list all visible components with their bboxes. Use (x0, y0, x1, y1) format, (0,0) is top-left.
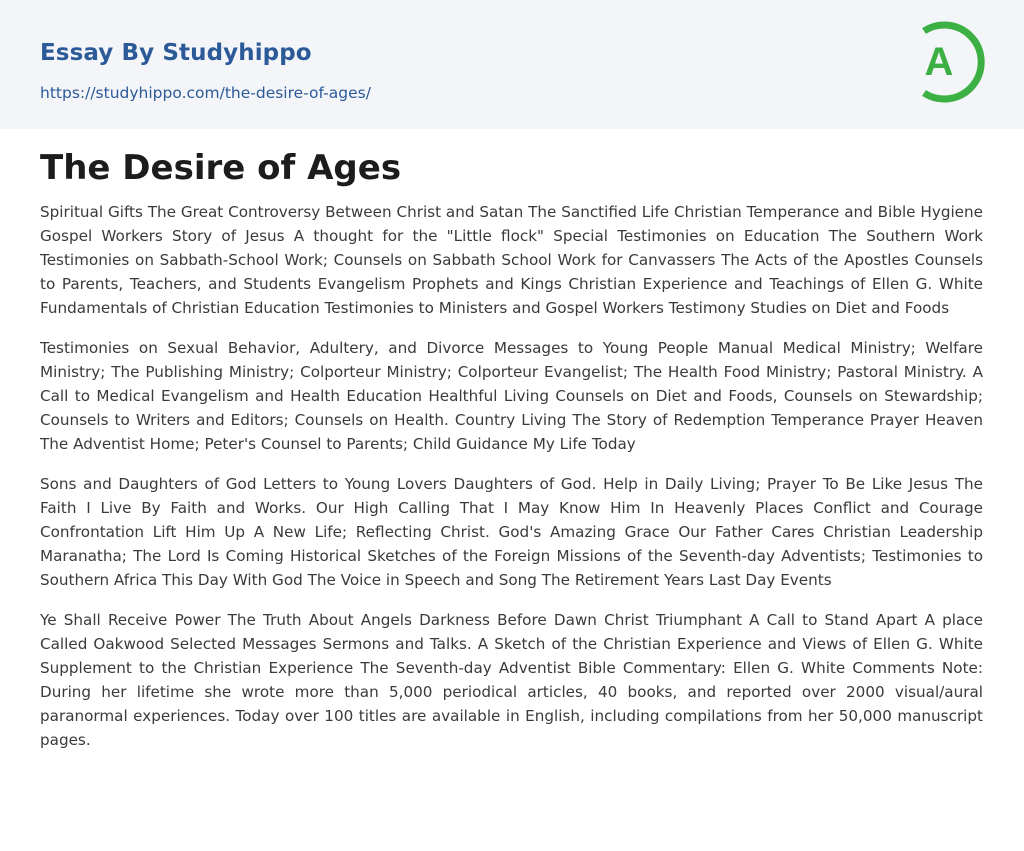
article-paragraph: Sons and Daughters of God Letters to Young Lovers Daughters of God. Help in Daily Living; Prayer To Be Like Jesus The Faith I Live By Faith and Works. Our High Calling That I May Know Him In Heavenly Places Conflict and Courage Confrontation Lift Him Up A New Life; Reflecting Christ. God's Amazing Grace Our Father Cares Christian Leadership Maranatha; The Lord Is Coming Historical Sketches of the Foreign Missions of the Seventh-day Adventists; Testimonies to Southern Africa This Day With God The Voice in Speech and Song The Retirement Years Last Day Events (40, 475, 983, 589)
studyhippo-logo-icon[interactable] (910, 18, 990, 106)
article (40, 146, 983, 768)
article-paragraph: Spiritual Gifts The Great Controversy Between Christ and Satan The Sanctified Life Christian Temperance and Bible Hygiene Gospel Workers Story of Jesus A thought for the "Little flock" Special Testimonies on Education The Southern Work Testimonies on Sabbath-School Work; Counsels on Sabbath School Work for Canvassers The Acts of the Apostles Counsels to Parents, Teachers, and Students Evangelism Prophets and Kings Christian Experience and Teachings of Ellen G. White Fundamentals of Christian Education Testimonies to Ministers and Gospel Workers Testimony Studies on Diet and Foods (40, 203, 983, 317)
article-paragraph: Ye Shall Receive Power The Truth About Angels Darkness Before Dawn Christ Triumphant A Call to Stand Apart A place Called Oakwood Selected Messages Sermons and Talks. A Sketch of the Christian Experience and Views of Ellen G. White Supplement to the Christian Experience The Seventh-day Adventist Bible Commentary: Ellen G. White Comments Note: During her lifetime she wrote more than 5,000 periodical articles, 40 books, and reported over 2000 visual/aural paranormal experiences. Today over 100 titles are available in English, including compilations from her 50,000 manuscript pages. (40, 611, 983, 749)
page-title: The Desire of Ages (40, 148, 402, 188)
site-header (0, 0, 1024, 129)
article-paragraph: Testimonies on Sexual Behavior, Adultery, and Divorce Messages to Young People Manual Medical Ministry; Welfare Ministry; The Publishing Ministry; Colporteur Ministry; Colporteur Evangelist; The Health Food Ministry; Pastoral Ministry. A Call to Medical Evangelism and Health Education Healthful Living Counsels on Diet and Foods, Counsels on Stewardship; Counsels to Writers and Editors; Counsels on Health. Country Living The Story of Redemption Temperance Prayer Heaven The Adventist Home; Peter's Counsel to Parents; Child Guidance My Life Today (40, 339, 983, 453)
logo-letter: A (924, 40, 954, 84)
page-url-link[interactable]: https://studyhippo.com/the-desire-of-ages/ (40, 84, 371, 102)
brand-title[interactable]: Essay By Studyhippo (40, 40, 312, 66)
